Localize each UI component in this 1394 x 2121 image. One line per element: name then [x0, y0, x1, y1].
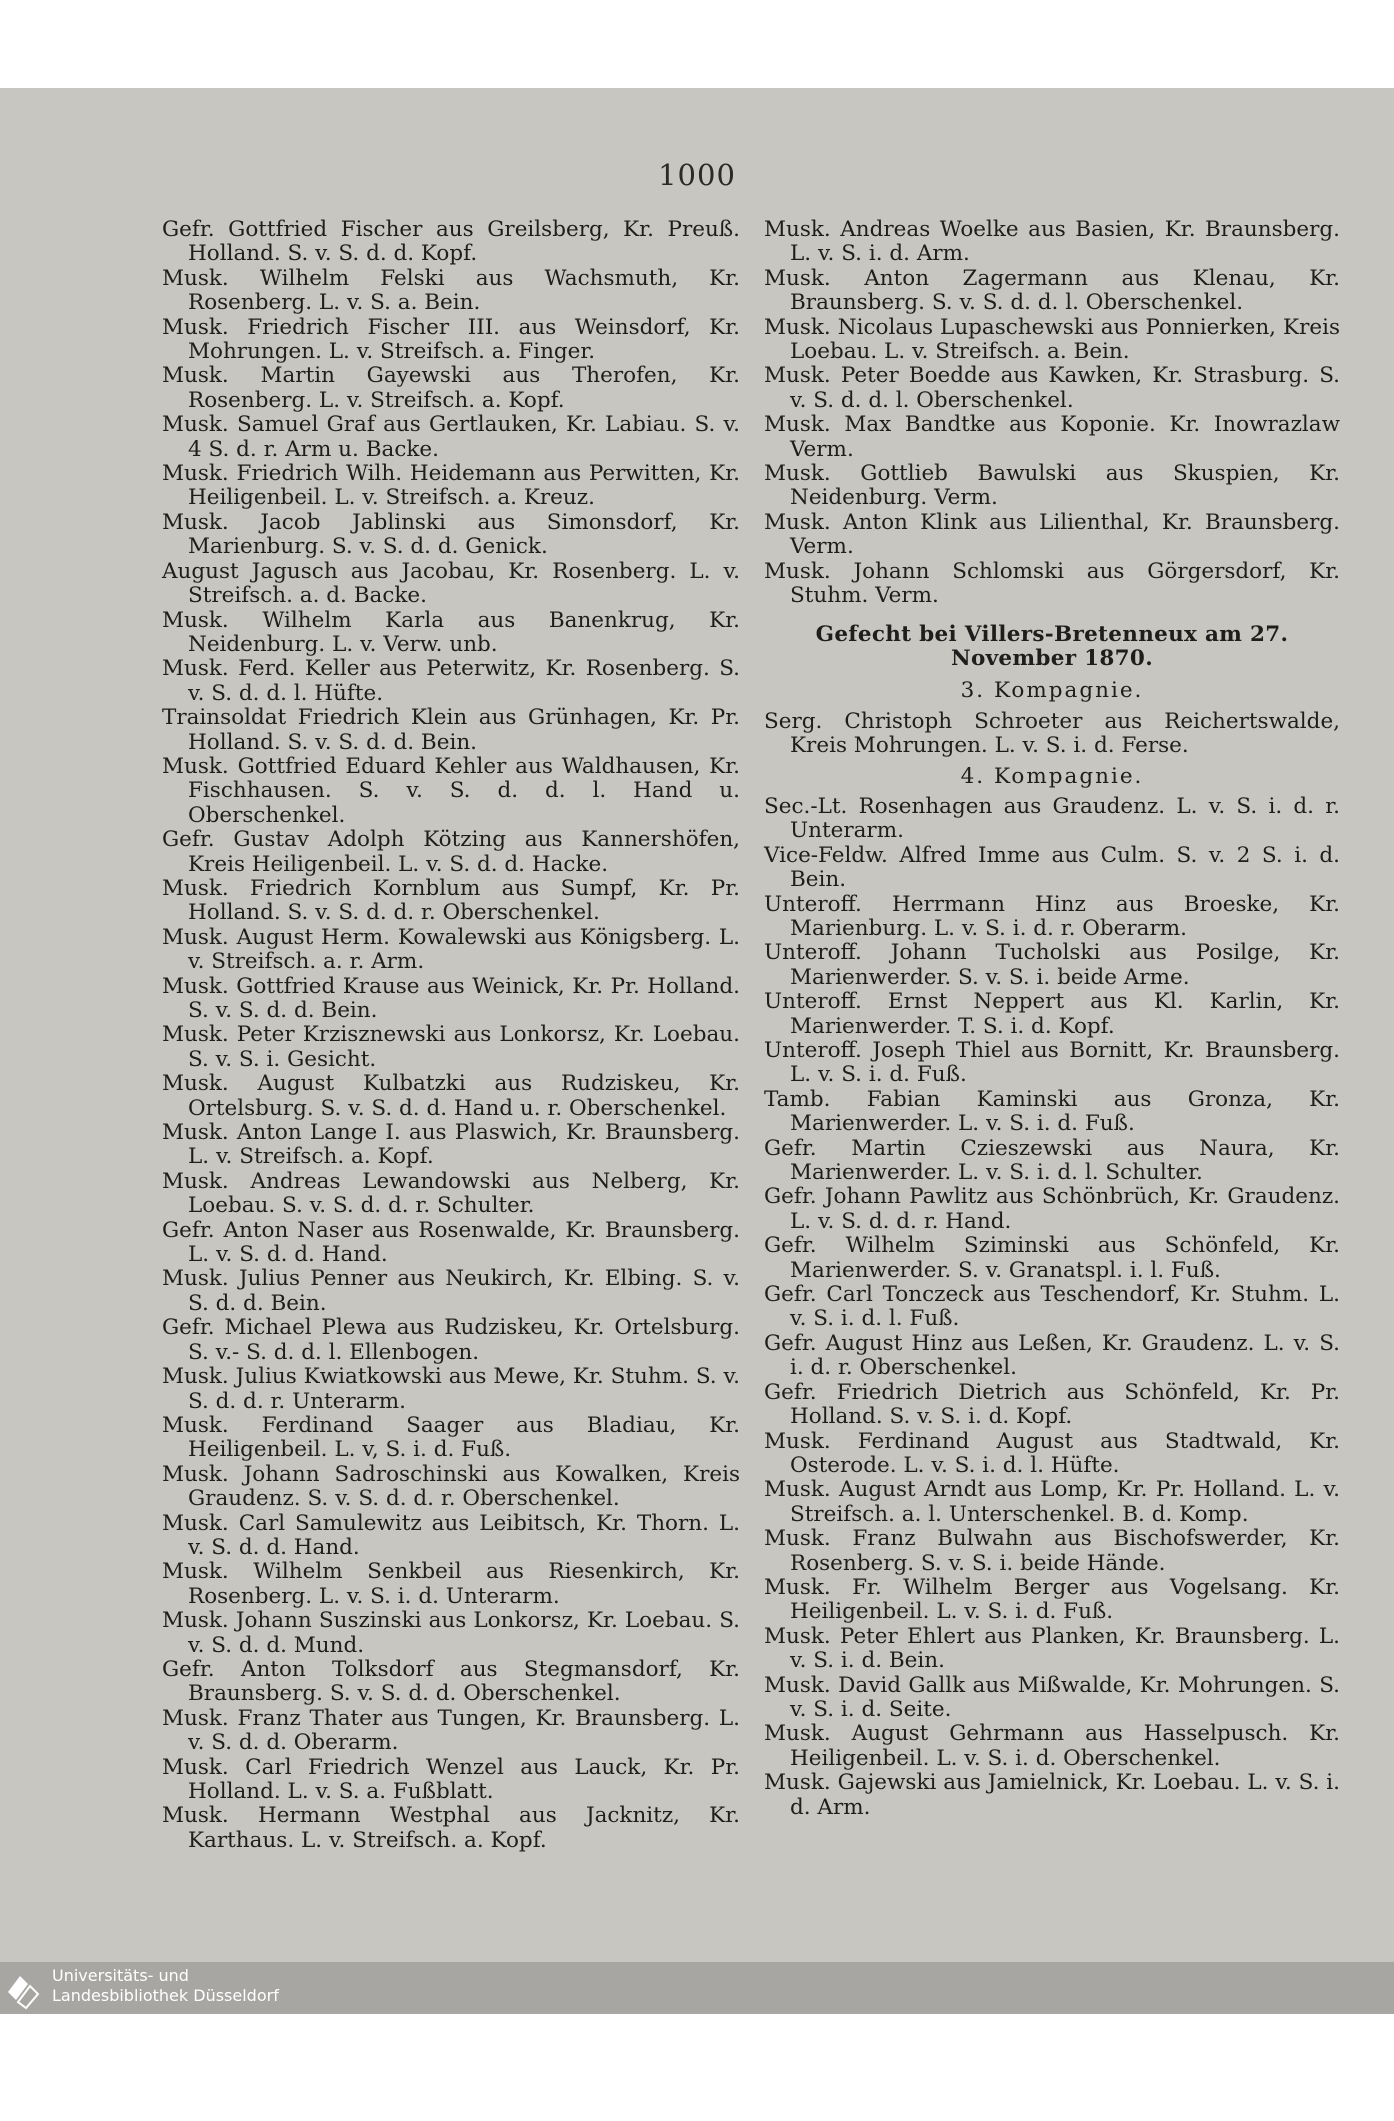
- left-column: [162, 218, 740, 1853]
- casualty-entry: Gefr. Michael Plewa aus Rudziskeu, Kr. Ortelsburg. S. v.- S. d. d. l. Ellenbogen.: [162, 1315, 740, 1365]
- casualty-entry: Musk. Hermann Westphal aus Jacknitz, Kr. Karthaus. L. v. Streifsch. a. Kopf.: [162, 1803, 740, 1853]
- casualty-entry: Musk. Franz Thater aus Tungen, Kr. Braunsberg. L. v. S. d. d. Oberarm.: [162, 1705, 740, 1756]
- casualty-entry: Musk. Peter Ehlert aus Planken, Kr. Braunsberg. L. v. S. i. d. Bein.: [764, 1623, 1340, 1674]
- casualty-entry: Gefr. Friedrich Dietrich aus Schönfeld, Kr. Pr. Holland. S. v. S. i. d. Kopf.: [764, 1379, 1340, 1430]
- casualty-entry: Musk. Johann Sadroschinski aus Kowalken, Kreis Graudenz. S. v. S. d. d. r. Oberschenkel.: [162, 1461, 740, 1512]
- casualty-entry: Musk. August Arndt aus Lomp, Kr. Pr. Holland. L. v. Streifsch. a. l. Unterschenkel. B. d. Komp.: [764, 1477, 1340, 1527]
- casualty-entry: Unteroff. Ernst Neppert aus Kl. Karlin, Kr. Marienwerder. T. S. i. d. Kopf.: [764, 989, 1340, 1039]
- casualty-entry: Musk. August Kulbatzki aus Rudziskeu, Kr. Ortelsburg. S. v. S. d. d. Hand u. r. Oberschenkel.: [162, 1071, 740, 1121]
- casualty-entry: Musk. Gottlieb Bawulski aus Skuspien, Kr. Neidenburg. Verm.: [764, 461, 1340, 511]
- casualty-entry: Musk. David Gallk aus Mißwalde, Kr. Mohrungen. S. v. S. i. d. Seite.: [764, 1672, 1340, 1722]
- casualty-entry: Musk. Gajewski aus Jamielnick, Kr. Loebau. L. v. S. i. d. Arm.: [764, 1770, 1340, 1820]
- page-number: 1000: [658, 158, 736, 192]
- casualty-entry: Musk. Julius Penner aus Neukirch, Kr. Elbing. S. v. S. d. d. Bein.: [162, 1266, 740, 1316]
- casualty-entry: Gefr. Johann Pawlitz aus Schönbrüch, Kr. Graudenz. L. v. S. d. d. r. Hand.: [764, 1184, 1340, 1234]
- casualty-entry: Serg. Christoph Schroeter aus Reichertswalde, Kreis Mohrungen. L. v. S. i. d. Ferse.: [764, 708, 1340, 759]
- casualty-entry: Gefr. August Hinz aus Leßen, Kr. Graudenz. L. v. S. i. d. r. Oberschenkel.: [764, 1330, 1340, 1381]
- right-column: [764, 218, 1340, 1820]
- casualty-entry: Musk. Gottfried Eduard Kehler aus Waldhausen, Kr. Fischhausen. S. v. S. d. d. l. Hand u. Oberschenkel.: [162, 753, 740, 828]
- casualty-entry: Musk. Wilhelm Felski aus Wachsmuth, Kr. Rosenberg. L. v. S. a. Bein.: [162, 265, 740, 316]
- casualty-entry: Musk. Wilhelm Senkbeil aus Riesenkirch, Kr. Rosenberg. L. v. S. i. d. Unterarm.: [162, 1559, 740, 1609]
- casualty-entry: Gefr. Martin Czieszewski aus Naura, Kr. Marienwerder. L. v. S. i. d. l. Schulter.: [764, 1135, 1340, 1186]
- casualty-entry: Musk. Martin Gayewski aus Therofen, Kr. Rosenberg. L. v. Streifsch. a. Kopf.: [162, 363, 740, 413]
- footer-line-2: Landesbibliothek Düsseldorf: [52, 1986, 279, 2005]
- casualty-entry: Musk. Fr. Wilhelm Berger aus Vogelsang. Kr. Heiligenbeil. L. v. S. i. d. Fuß.: [764, 1574, 1340, 1625]
- casualty-entry: Musk. Julius Kwiatkowski aus Mewe, Kr. Stuhm. S. v. S. d. d. r. Unterarm.: [162, 1364, 740, 1414]
- casualty-entry: Musk. Johann Schlomski aus Görgersdorf, Kr. Stuhm. Verm.: [764, 558, 1340, 609]
- right-column-entries: [764, 218, 1340, 609]
- casualty-entry: Sec.-Lt. Rosenhagen aus Graudenz. L. v. S. i. d. r. Unterarm.: [764, 793, 1340, 844]
- casualty-entry: Musk. Ferdinand Saager aus Bladiau, Kr. Heiligenbeil. L. v, S. i. d. Fuß.: [162, 1412, 740, 1463]
- casualty-entry: Musk. Anton Zagermann aus Klenau, Kr. Braunsberg. S. v. S. d. d. l. Oberschenkel.: [764, 265, 1340, 316]
- casualty-entry: Unteroff. Johann Tucholski aus Posilge, Kr. Marienwerder. S. v. S. i. beide Arme.: [764, 940, 1340, 990]
- company-4-title: 4. Kompagnie.: [960, 763, 1144, 789]
- ulb-logo-icon: [4, 1966, 48, 2010]
- casualty-entry: Vice-Feldw. Alfred Imme aus Culm. S. v. 2 S. i. d. Bein.: [764, 842, 1340, 893]
- casualty-entry: Musk. Friedrich Wilh. Heidemann aus Perwitten, Kr. Heiligenbeil. L. v. Streifsch. a. Kreuz.: [162, 461, 740, 511]
- casualty-entry: Gefr. Gottfried Fischer aus Greilsberg, Kr. Preuß. Holland. S. v. S. d. d. Kopf.: [162, 217, 740, 267]
- casualty-entry: Musk. Andreas Lewandowski aus Nelberg, Kr. Loebau. S. v. S. d. d. r. Schulter.: [162, 1168, 740, 1219]
- casualty-entry: Musk. Friedrich Kornblum aus Sumpf, Kr. Pr. Holland. S. v. S. d. d. r. Oberschenkel.: [162, 875, 740, 926]
- company-3-entries: [764, 710, 1340, 759]
- library-footer: [0, 1962, 1394, 2014]
- casualty-entry: Gefr. Anton Naser aus Rosenwalde, Kr. Braunsberg. L. v. S. d. d. Hand.: [162, 1217, 740, 1268]
- casualty-entry: Musk. Ferdinand August aus Stadtwald, Kr. Osterode. L. v. S. i. d. l. Hüfte.: [764, 1428, 1340, 1478]
- casualty-entry: Musk. Friedrich Fischer III. aus Weinsdorf, Kr. Mohrungen. L. v. Streifsch. a. Finger.: [162, 314, 740, 365]
- casualty-entry: Trainsoldat Friedrich Klein aus Grünhagen, Kr. Pr. Holland. S. v. S. d. d. Bein.: [162, 705, 740, 755]
- casualty-entry: Musk. Nicolaus Lupaschewski aus Ponnierken, Kreis Loebau. L. v. Streifsch. a. Bein.: [764, 314, 1340, 365]
- casualty-entry: Musk. August Gehrmann aus Hasselpusch. Kr. Heiligenbeil. L. v. S. i. d. Oberschenkel.: [764, 1721, 1340, 1771]
- footer-line-1: Universitäts- und: [52, 1966, 189, 1985]
- casualty-entry: Musk. Carl Samulewitz aus Leibitsch, Kr. Thorn. L. v. S. d. d. Hand.: [162, 1510, 740, 1560]
- casualty-entry: Gefr. Gustav Adolph Kötzing aus Kannershöfen, Kreis Heiligenbeil. L. v. S. d. d. Hacke.: [162, 827, 740, 877]
- casualty-entry: Tamb. Fabian Kaminski aus Gronza, Kr. Marienwerder. L. v. S. i. d. Fuß.: [764, 1086, 1340, 1137]
- casualty-entry: Musk. Franz Bulwahn aus Bischofswerder, Kr. Rosenberg. S. v. S. i. beide Hände.: [764, 1526, 1340, 1576]
- casualty-entry: Musk. Max Bandtke aus Koponie. Kr. Inowrazlaw Verm.: [764, 412, 1340, 462]
- casualty-entry: Musk. Andreas Woelke aus Basien, Kr. Braunsberg. L. v. S. i. d. Arm.: [764, 217, 1340, 267]
- casualty-entry: Gefr. Anton Tolksdorf aus Stegmansdorf, Kr. Braunsberg. S. v. S. d. d. Oberschenkel.: [162, 1656, 740, 1707]
- casualty-entry: Musk. Peter Boedde aus Kawken, Kr. Strasburg. S. v. S. d. d. l. Oberschenkel.: [764, 363, 1340, 413]
- casualty-entry: August Jagusch aus Jacobau, Kr. Rosenberg. L. v. Streifsch. a. d. Backe.: [162, 558, 740, 609]
- casualty-entry: Musk. August Herm. Kowalewski aus Königsberg. L. v. Streifsch. a. r. Arm.: [162, 924, 740, 975]
- casualty-entry: Musk. Anton Klink aus Lilienthal, Kr. Braunsberg. Verm.: [764, 509, 1340, 560]
- casualty-entry: Musk. Johann Suszinski aus Lonkorsz, Kr. Loebau. S. v. S. d. d. Mund.: [162, 1608, 740, 1658]
- casualty-entry: Unteroff. Joseph Thiel aus Bornitt, Kr. Braunsberg. L. v. S. i. d. Fuß.: [764, 1038, 1340, 1088]
- battle-heading: Gefecht bei Villers-Bretenneux am 27. November 1870.: [815, 621, 1289, 671]
- casualty-entry: Musk. Jacob Jablinski aus Simonsdorf, Kr. Marienburg. S. v. S. d. d. Genick.: [162, 509, 740, 560]
- company-3-title: 3. Kompagnie.: [960, 678, 1144, 704]
- casualty-entry: Musk. Gottfried Krause aus Weinick, Kr. Pr. Holland. S. v. S. d. d. Bein.: [162, 973, 740, 1023]
- casualty-entry: Musk. Carl Friedrich Wenzel aus Lauck, Kr. Pr. Holland. L. v. S. a. Fußblatt.: [162, 1754, 740, 1804]
- casualty-entry: Gefr. Wilhelm Sziminski aus Schönfeld, Kr. Marienwerder. S. v. Granatspl. i. l. Fuß.: [764, 1233, 1340, 1283]
- casualty-entry: Musk. Peter Krzisznewski aus Lonkorsz, Kr. Loebau. S. v. S. i. Gesicht.: [162, 1022, 740, 1072]
- casualty-entry: Unteroff. Herrmann Hinz aus Broeske, Kr. Marienburg. L. v. S. i. d. r. Oberarm.: [764, 891, 1340, 941]
- casualty-entry: Musk. Wilhelm Karla aus Banenkrug, Kr. Neidenburg. L. v. Verw. unb.: [162, 607, 740, 657]
- casualty-entry: Gefr. Carl Tonczeck aus Teschendorf, Kr. Stuhm. L. v. S. i. d. l. Fuß.: [764, 1282, 1340, 1332]
- casualty-entry: Musk. Anton Lange I. aus Plaswich, Kr. Braunsberg. L. v. Streifsch. a. Kopf.: [162, 1120, 740, 1170]
- company-4-entries: [764, 795, 1340, 1820]
- casualty-entry: Musk. Ferd. Keller aus Peterwitz, Kr. Rosenberg. S. v. S. d. d. l. Hüfte.: [162, 656, 740, 706]
- casualty-entry: Musk. Samuel Graf aus Gertlauken, Kr. Labiau. S. v. 4 S. d. r. Arm u. Backe.: [162, 412, 740, 462]
